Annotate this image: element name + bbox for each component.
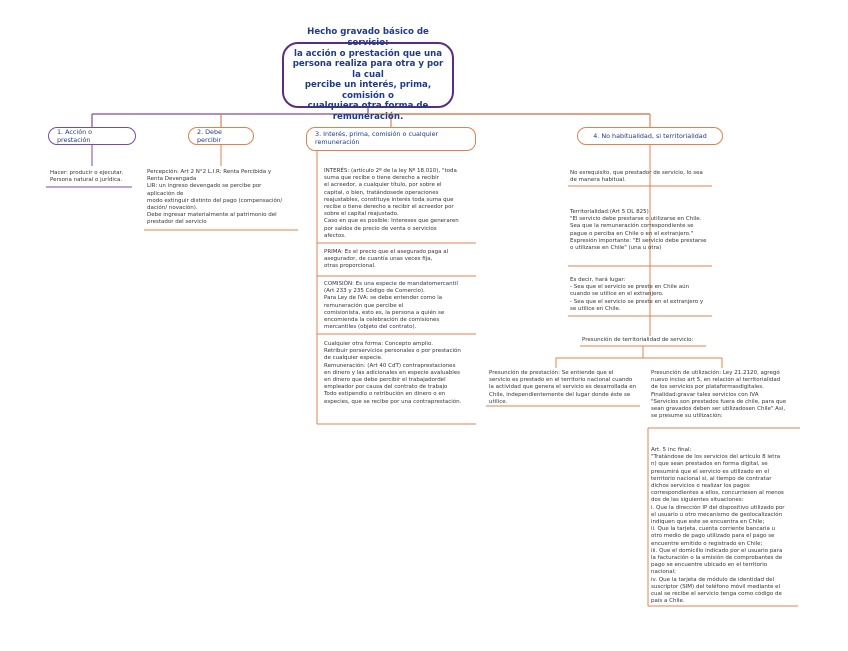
- habitualidad-text: No esrequisito, que prestador de servicio, lo sea de manera habitual.: [570, 170, 703, 184]
- es-decir-text: Es decir, hará lugar: - Sea que el servicio se preste en Chile aún cuando se utilice en el extranjero. - Sea que el servicio se preste en el extranjero y se utilice en Chile.: [570, 277, 704, 312]
- presuncion-prestacion-text: Presunción de prestación: Se entiende que el servicio es prestado en el territorio nacional cuando la actividad que genera el servicio es desarrollada en Chile, independientemente del lugar donde éste se utilice.: [489, 370, 637, 405]
- branch-label: 1. Acción o prestación: [57, 128, 93, 144]
- presuncion-utilizacion-text: Presunción de utilización: Ley 21.2120, agregó nuevo inciso art 5, en relación al territorialidad de los servicios por plataformasdigitales. Finalidad:gravar tales servicios con IVA "Servicios son prestados fuera de chile, para que sean gravados deben ser utilizadosen Chile" Así, se presume su utilización:: [651, 370, 787, 420]
- otra-forma-text: Cualquier otra forma: Concepto amplio. Retribuir porservicios personales o por prestación de cualquier especie. Remuneración: (Art 40 CdT) contraprestaciones en dinero y las adicionales en especie avaluables en dinero que debe percibir el trabajadordel empleador por causa del contrato de trabajo Todo estipendio o retribución en dinero o en especies, que se recibe por una contraprestación.: [324, 341, 462, 405]
- branch-label: 3. Interés, prima, comisión o cualquier remuneración: [315, 130, 439, 146]
- branch-accion-prestacion[interactable]: [48, 127, 136, 145]
- root-topic-text: Hecho gravado básico de servicio: la acción o prestación que una persona realiza para otra y por la cual percibe un interés, prima, comisión o cualquiera otra forma de remuneración.: [292, 27, 444, 123]
- presuncion-title: Presunción de territorialidad de servicio:: [582, 337, 694, 343]
- art5-text: Art. 5 inc final: "Tratándose de los servicios del artículo 8 letra n) que sean prestados en forma digital, se presumirá que el servicio es utilizado en el territorio nacional si, al tiempo de contratar dichos servicios o realizar los pagos correspondientes a ellos, concurriesen al menos dos de las siguientes situaciones: i. Que la dirección IP del dispositivo utilizado por el usuario u otro mecanismo de geolocalización indiquen que este se encuentra en Chile; ii. Que la tarjeta, cuenta corriente bancaria u otro medio de pago utilizado para el pago se encuentre emitido o registrado en Chile; iii. Que el domicilio indicado por el usuario para la facturación o la emisión de comprobantes de pago se encuentre ubicado en el territorio nacional; iv. Que la tarjeta de módulo de identidad del suscriptor (SIM) del teléfono móvil mediante el cual se recibe el servicio tenga como código de país a Chile.: [651, 447, 785, 605]
- prima-text: PRIMA: Es el precio que el asegurado paga al asegurador, de cuantía unas veces fija, otras proporcional.: [324, 249, 449, 270]
- branch-no-habitualidad[interactable]: [577, 127, 723, 145]
- interes-text: INTERÉS: (artículo 2º de la ley Nº 18.010), "toda suma que recibe o tiene derecho a recibir el acreedor, a cualquier título, por sobre el capital, o bien, tratándosede operaciones reajustables, constituye interés toda suma que recibe o tiene derecho a recibir el acreedor por sobre el capital reajustado. Caso en que es posible: Intereses que generaren por saldos de precio de venta o servicios afectos.: [324, 168, 459, 239]
- accion-text: Hacer: producir o ejecutar. Persona natural o jurídica.: [50, 170, 124, 184]
- branch-label: 2. Debe percibir: [197, 128, 222, 144]
- comision-text: COMISIÓN: Es una especie de mandatomercantil (Art 233 y 235 Código de Comercio). Para Ley de IVA: se debe entender como la remuneración que percibe el comisionista, esto es, la persona a quién se encomienda la celebración de comisiones mercantiles (objeto del contrato).: [324, 281, 458, 331]
- branch-debe-percibir[interactable]: [188, 127, 254, 145]
- root-topic[interactable]: [282, 27, 454, 123]
- territorialidad-text: Territorialidad:(Art 5 DL 825) "El servicio debe prestarse o utilizarse en Chile. Sea que la remuneración correspondiente se pague o perciba en Chile o en el extranjero." Expresión importante: "El servicio debe prestarse o utilizarse en Chile" (una u otra): [570, 209, 707, 252]
- percibir-text: Percepción: Art 2 N°2 L.I.R: Renta Percibida y Renta Devengada LIR: un ingreso devengado se percibe por aplicación de modo extinguir distinto del pago (compensación/ dación/ novación). Debe ingresar materialmente al patrimonio del prestador del servicio: [147, 169, 283, 226]
- branch-label: 4. No habitualidad, si territorialidad: [593, 132, 707, 140]
- branch-interes-prima-comision[interactable]: [306, 127, 476, 151]
